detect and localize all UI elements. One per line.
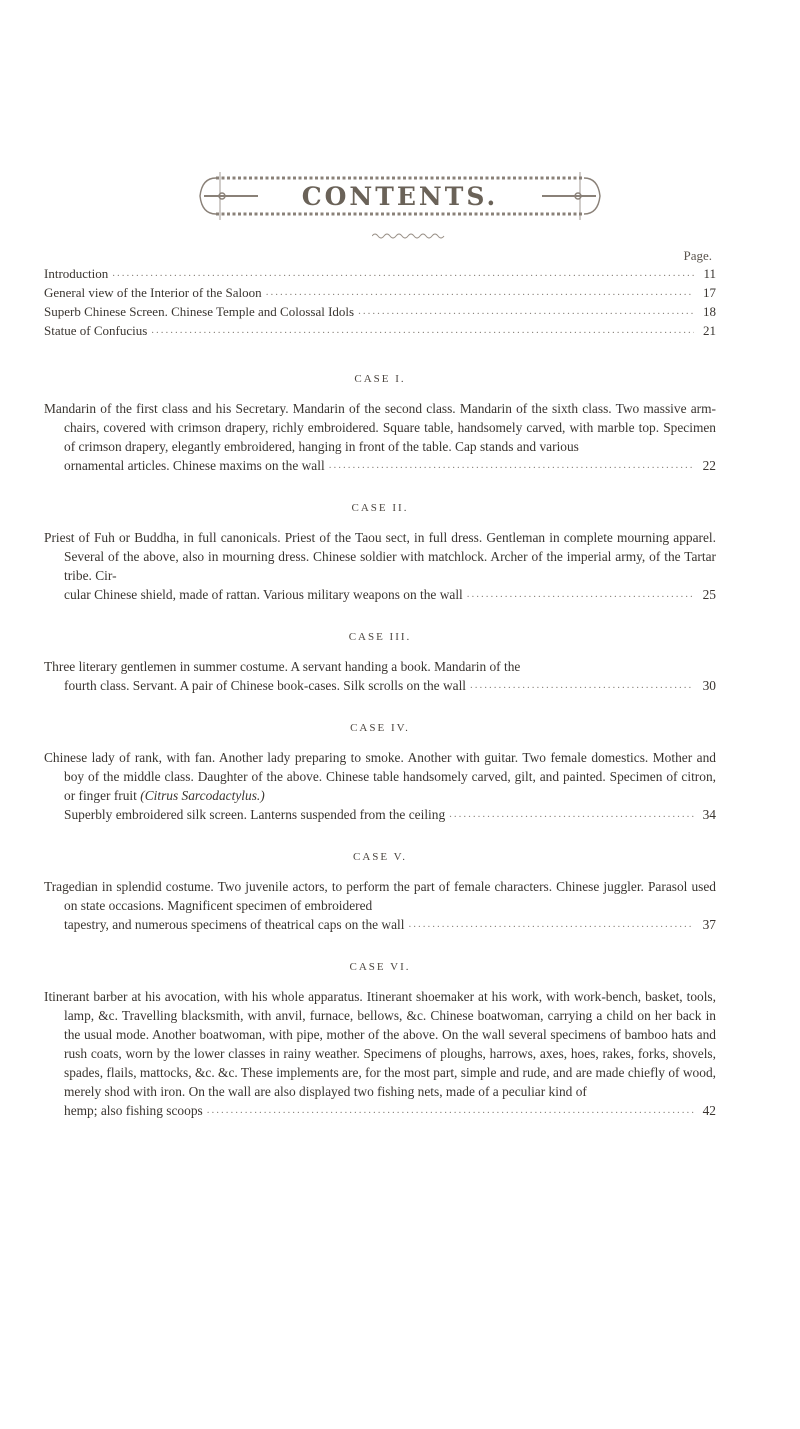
case-section (44, 719, 716, 824)
case-description-end: fourth class. Servant. A pair of Chinese book-cases. Silk scrolls on the wall (64, 678, 467, 693)
case-description: Priest of Fuh or Buddha, in full canonicals. Priest of the Taou sect, in full dress. Gentleman in complete mourning apparel. Several of the above, also in mourning dress. Chinese soldier with matchlock. Archer of the imperial army, of the Tartar tribe. Cir- (44, 530, 716, 583)
toc-entry-page: 17 (703, 285, 716, 300)
case-section (44, 848, 716, 934)
toc-entry-page: 18 (703, 304, 716, 319)
case-section (44, 499, 716, 604)
dot-leader (151, 321, 694, 340)
case-page: 37 (702, 917, 716, 932)
page-column-label: Page. (683, 248, 712, 263)
case-description-end: Superbly embroidered silk screen. Lanterns suspended from the ceiling (64, 807, 446, 822)
case-title: CASE II. (351, 502, 409, 514)
dot-leader (266, 283, 694, 302)
dot-leader (207, 1101, 694, 1120)
case-title: CASE I. (354, 373, 406, 385)
toc-entry-label: Statue of Confucius (44, 323, 148, 338)
dot-leader (467, 585, 694, 604)
case-title: CASE IV. (350, 722, 410, 734)
wavy-divider-icon (372, 232, 448, 240)
case-section (44, 370, 716, 475)
toc-entry-page: 21 (703, 323, 716, 338)
case-page: 22 (702, 458, 716, 473)
toc-entry (44, 264, 716, 283)
dot-leader (449, 805, 694, 824)
dot-leader (329, 456, 694, 475)
toc-entry (44, 283, 716, 302)
case-description-end: ornamental articles. Chinese maxims on the wall (64, 458, 325, 473)
toc-entry-label: General view of the Interior of the Saloon (44, 285, 262, 300)
case-description: Mandarin of the first class and his Secretary. Mandarin of the second class. Mandarin of the sixth class. Two massive arm-chairs, covered with crimson drapery, richly embroidered. Square table, handsomely carved, with marble top. Specimen of crimson drapery, elegantly embroidered, hanging in front of the table. Cap stands and various (44, 401, 716, 454)
case-page: 34 (702, 807, 716, 822)
case-description: Three literary gentlemen in summer costume. A servant handing a book. Mandarin of the (44, 659, 521, 674)
dot-leader (408, 915, 694, 934)
case-title: CASE VI. (349, 961, 411, 973)
dot-leader (112, 264, 694, 283)
case-description-end: hemp; also fishing scoops (64, 1103, 203, 1118)
case-section (44, 958, 716, 1120)
botanical-name: (Citrus Sarcodactylus.) (140, 788, 265, 803)
toc-entry-label: Superb Chinese Screen. Chinese Temple and Colossal Idols (44, 304, 355, 319)
case-description: Tragedian in splendid costume. Two juvenile actors, to perform the part of female characters. Chinese juggler. Parasol used on state occasions. Magnificent specimen of embroidered (44, 879, 716, 913)
case-description-end: tapestry, and numerous specimens of theatrical caps on the wall (64, 917, 405, 932)
contents-banner (196, 168, 604, 224)
toc-entry (44, 321, 716, 340)
toc-entry-page: 11 (703, 266, 716, 281)
case-title: CASE III. (348, 631, 412, 643)
contents-heading: CONTENTS. (301, 182, 499, 211)
case-title: CASE V. (353, 851, 407, 863)
case-section (44, 628, 716, 695)
case-page: 25 (702, 587, 716, 602)
case-page: 30 (702, 678, 716, 693)
dot-leader (470, 676, 694, 695)
case-description: Chinese lady of rank, with fan. Another lady preparing to smoke. Another with guitar. Two female domestics. Mother and boy of the middle class. Daughter of the above. Chinese table handsomely carved, gilt, and painted. Specimen of citron, or finger fruit (44, 750, 716, 803)
case-description: Itinerant barber at his avocation, with his whole apparatus. Itinerant shoemaker at his work, with work-bench, basket, tools, lamp, &c. Travelling blacksmith, with anvil, furnace, bellows, &c. Chinese boatwoman, carrying a child on her back in the usual mode. Another boatwoman, with pipe, mother of the above. On the wall several specimens of bamboo hats and rush coats, worn by the lower classes in rainy weather. Specimens of ploughs, harrows, axes, hoes, rakes, forks, shovels, spades, flails, mattocks, &c. &c. These implements are, for the most part, simple and rude, and are made chiefly of wood, merely shod with iron. On the wall are also displayed two fishing nets, made of a peculiar kind of (44, 989, 716, 1099)
table-of-contents (44, 264, 716, 1120)
case-page: 42 (702, 1103, 716, 1118)
case-description-end: cular Chinese shield, made of rattan. Various military weapons on the wall (64, 587, 463, 602)
toc-entry-label: Introduction (44, 266, 109, 281)
toc-entry (44, 302, 716, 321)
dot-leader (358, 302, 694, 321)
